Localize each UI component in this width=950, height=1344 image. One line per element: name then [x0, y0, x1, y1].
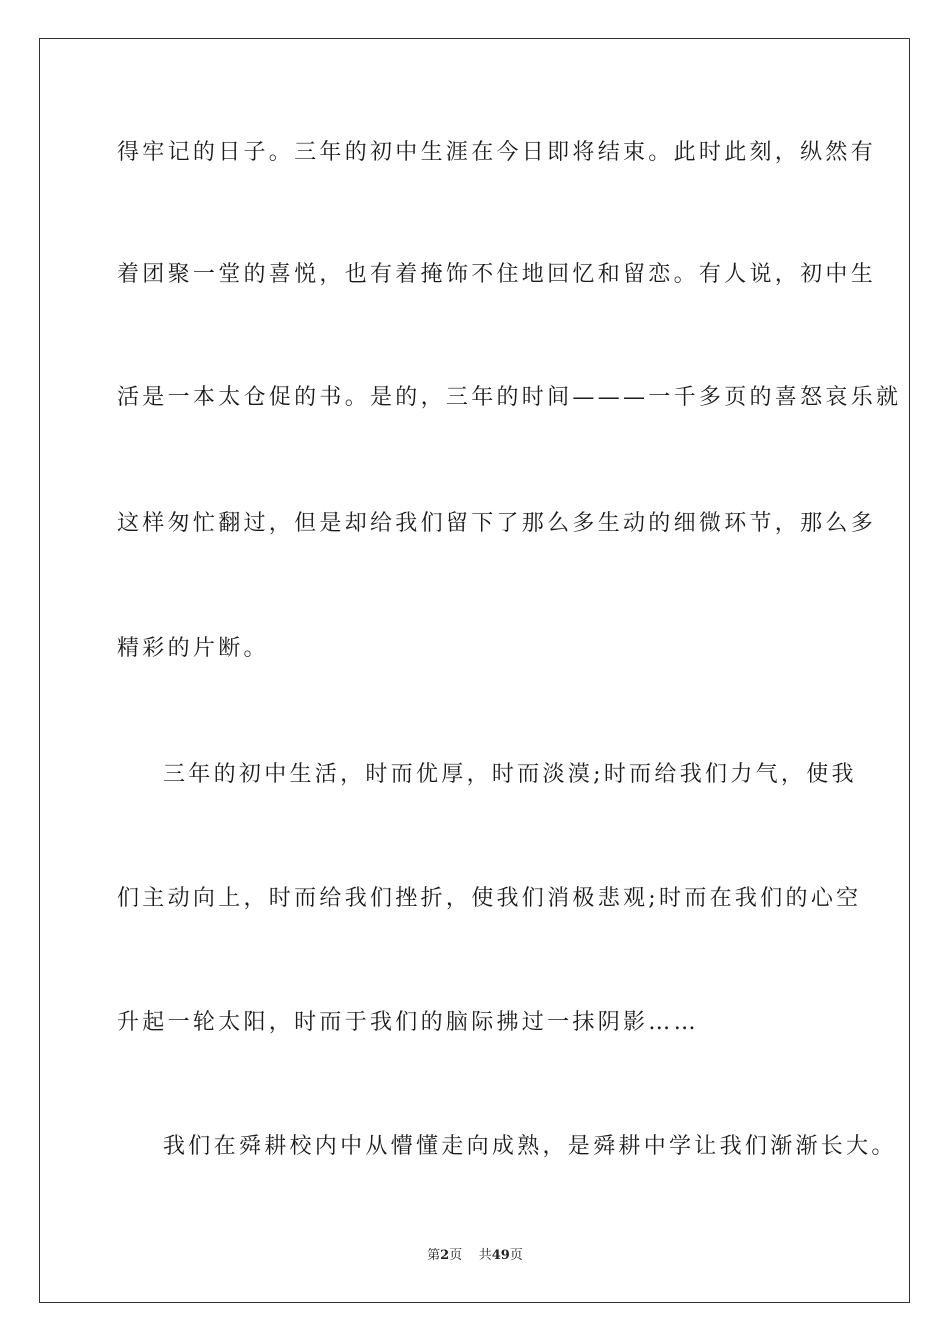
total-prefix: 共: [478, 1248, 492, 1263]
page-footer: [0, 1247, 950, 1265]
text-line: 这样匆忙翻过，但是却给我们留下了那么多生动的细微环节，那么多: [117, 511, 877, 536]
page-border: [39, 38, 910, 1303]
text-line: 得牢记的日子。三年的初中生涯在今日即将结束。此时此刻，纵然有: [117, 140, 877, 165]
page-number: 2: [440, 1248, 450, 1263]
paragraph-first-line: 我们在舜耕校内中从懵懂走向成熟，是舜耕中学让我们渐渐长大。: [163, 1134, 897, 1159]
total-pages: 49: [491, 1248, 510, 1263]
text-line: 升起一轮太阳，时而于我们的脑际拂过一抹阴影……: [117, 1010, 699, 1035]
paragraph-first-line: 三年的初中生活，时而优厚，时而淡漠;时而给我们力气，使我: [163, 762, 857, 787]
text-line: 精彩的片断。: [117, 636, 269, 661]
text-line: 着团聚一堂的喜悦，也有着掩饰不住地回忆和留恋。有人说，初中生: [117, 262, 877, 287]
page-prefix: 第: [427, 1248, 441, 1263]
page-suffix: 页: [449, 1248, 463, 1263]
text-line: 活是一本太仓促的书。是的，三年的时间———一千多页的喜怒哀乐就: [117, 385, 902, 410]
total-suffix: 页: [509, 1248, 523, 1263]
text-line: 们主动向上，时而给我们挫折，使我们消极悲观;时而在我们的心空: [117, 886, 862, 911]
